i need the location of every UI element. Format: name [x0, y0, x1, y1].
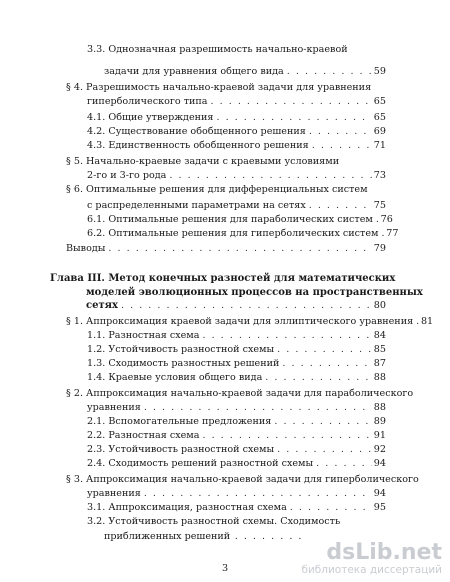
toc-entry-1-2[interactable] — [87, 344, 386, 356]
toc-entry-sec4-line1: § 4. Разрешимость начально-краевой задачи для уравнения — [66, 82, 372, 93]
toc-entry-ch3-sec3[interactable] — [87, 488, 386, 500]
toc-entry-2-1[interactable] — [87, 416, 386, 428]
dot-leader — [274, 444, 372, 456]
toc-entry-text: 1.3. Сходимость разностных решений — [87, 358, 280, 369]
dot-leader — [105, 243, 372, 255]
toc-entry-text: 6.2. Оптимальные решения для гиперболических систем — [87, 228, 379, 239]
dot-leader — [274, 344, 372, 356]
toc-entry-6-1[interactable] — [87, 214, 393, 226]
toc-page-number: 65 — [373, 96, 386, 107]
toc-page-number: 73 — [373, 170, 386, 181]
toc-entry-chapter-3[interactable] — [86, 300, 386, 312]
toc-entry-3-2-line1: 3.2. Устойчивость разностной схемы. Сходимость — [87, 516, 341, 527]
toc-entry-2-4[interactable] — [87, 458, 386, 470]
dot-leader — [271, 416, 372, 428]
toc-entry-text: 1.1. Разностная схема — [87, 330, 200, 341]
toc-page-number: 92 — [373, 444, 386, 455]
toc-entry-text: 2-го и 3-го рода — [87, 170, 167, 181]
toc-entry-text: Выводы — [66, 243, 106, 254]
toc-entry-text: 2.4. Сходимость решений разностной схемы — [87, 458, 314, 469]
toc-entry-1-4[interactable] — [87, 372, 386, 384]
watermark-tagline: библиотека диссертаций — [301, 564, 442, 576]
toc-page-number: 94 — [373, 458, 386, 469]
dot-leader — [166, 170, 372, 182]
toc-page-number: 91 — [373, 430, 386, 441]
toc-page-number: 95 — [373, 502, 386, 513]
toc-entry-text: уравнения — [87, 488, 141, 499]
dot-leader — [118, 300, 372, 312]
dot-leader — [313, 458, 372, 470]
dot-leader — [141, 488, 372, 500]
toc-entry-text: гиперболического типа — [87, 96, 208, 107]
toc-page-number: 69 — [373, 126, 386, 137]
toc-page-number: 94 — [373, 488, 386, 499]
toc-entry-6-2[interactable] — [87, 228, 399, 240]
dot-leader — [199, 430, 372, 442]
toc-entry-4-2[interactable] — [87, 126, 386, 138]
dot-leader: . . . . . . . . — [230, 531, 303, 542]
dot-leader — [199, 330, 372, 342]
toc-entry-sec4[interactable] — [87, 96, 386, 108]
toc-entry-ch3-sec2-line1: § 2. Аппроксимация начально-краевой задачи для параболического — [66, 388, 414, 399]
toc-entry-text: 6.1. Оптимальные решения для параболических систем — [87, 214, 373, 225]
toc-entry-text: 2.1. Вспомогательные предложения — [87, 416, 272, 427]
dot-leader — [306, 200, 372, 212]
toc-page-number: 87 — [373, 358, 386, 369]
toc-entry-ch3-sec1[interactable] — [66, 316, 434, 328]
toc-entry-text: сетях — [86, 300, 118, 311]
toc-page-number: 85 — [373, 344, 386, 355]
toc-page-number: 76 — [380, 214, 393, 225]
toc-entry-sec6[interactable] — [87, 200, 386, 212]
toc-entry-3-3[interactable] — [104, 66, 386, 78]
toc-entry-2-3[interactable] — [87, 444, 386, 456]
toc-entry-text: 1.2. Устойчивость разностной схемы — [87, 344, 275, 355]
toc-page-number: 59 — [373, 66, 386, 77]
toc-entry-1-1[interactable] — [87, 330, 386, 342]
dot-leader — [262, 372, 372, 384]
toc-entry-2-2[interactable] — [87, 430, 386, 442]
toc-page-number: 84 — [373, 330, 386, 341]
toc-entry-text: 4.2. Существование обобщенного решения — [87, 126, 306, 137]
toc-entry-sec5-line1: § 5. Начально-краевые задачи с краевыми условиями — [66, 156, 340, 167]
toc-entry-sec6-line1: § 6. Оптимальные решения для дифференциальных систем — [66, 184, 368, 195]
toc-entry-text: уравнения — [87, 402, 141, 413]
chapter-3-title-line1: Глава III. Метод конечных разностей для математических — [50, 273, 396, 284]
watermark-logo: dsLib.net — [326, 540, 442, 565]
toc-entry-4-1[interactable] — [87, 112, 386, 124]
toc-entry-3-2-line2[interactable] — [104, 531, 303, 543]
toc-entry-text: 3.1. Аппроксимация, разностная схема — [87, 502, 287, 513]
toc-page-number: 77 — [386, 228, 399, 239]
toc-entry-3-1[interactable] — [87, 502, 386, 514]
toc-entry-text: приближенных решений — [104, 531, 231, 542]
toc-entry-ch3-sec2[interactable] — [87, 402, 386, 414]
dot-leader — [213, 112, 372, 124]
toc-page-number: 80 — [373, 300, 386, 311]
dot-leader — [287, 502, 372, 514]
toc-entry-text: с распределенными параметрами на сетях — [87, 200, 306, 211]
toc-page-number: 88 — [373, 372, 386, 383]
toc-page-number: 79 — [373, 243, 386, 254]
dot-leader — [306, 126, 372, 138]
toc-entry-1-3[interactable] — [87, 358, 386, 370]
page-number: 3 — [221, 563, 229, 574]
dot-leader — [309, 140, 372, 152]
toc-page-number: 89 — [373, 416, 386, 427]
toc-entry-ch3-sec3-line1: § 3. Аппроксимация начально-краевой задачи для гиперболического — [66, 474, 419, 485]
toc-page-number: 81 — [420, 316, 434, 327]
toc-entry-text: задачи для уравнения общего вида — [104, 66, 284, 77]
toc-entry-text: 2.2. Разностная схема — [87, 430, 200, 441]
dot-leader — [284, 66, 372, 78]
dot-leader — [208, 96, 372, 108]
dot-leader — [279, 358, 372, 370]
toc-page-number: 75 — [373, 200, 386, 211]
dot-leader — [141, 402, 372, 414]
toc-entry-text: 1.4. Краевые условия общего вида — [87, 372, 263, 383]
toc-entry-conclusions[interactable] — [66, 243, 386, 255]
toc-entry-text: § 1. Аппроксимация краевой задачи для эллиптического уравнения — [66, 316, 414, 327]
watermark — [301, 542, 442, 576]
toc-entry-text: 4.3. Единственность обобщенного решения — [87, 140, 309, 151]
toc-page-number: 88 — [373, 402, 386, 413]
toc-entry-sec5[interactable] — [87, 170, 386, 182]
toc-page-number: 71 — [373, 140, 386, 151]
toc-entry-4-3[interactable] — [87, 140, 386, 152]
chapter-3-title-line2: моделей эволюционных процессов на пространственных — [86, 287, 423, 298]
toc-entry-text: 4.1. Общие утверждения — [87, 112, 214, 123]
toc-entry-3-3-line1: 3.3. Однозначная разрешимость начально-краевой — [87, 44, 348, 55]
toc-entry-text: 2.3. Устойчивость разностной схемы — [87, 444, 275, 455]
toc-page-number: 65 — [373, 112, 386, 123]
